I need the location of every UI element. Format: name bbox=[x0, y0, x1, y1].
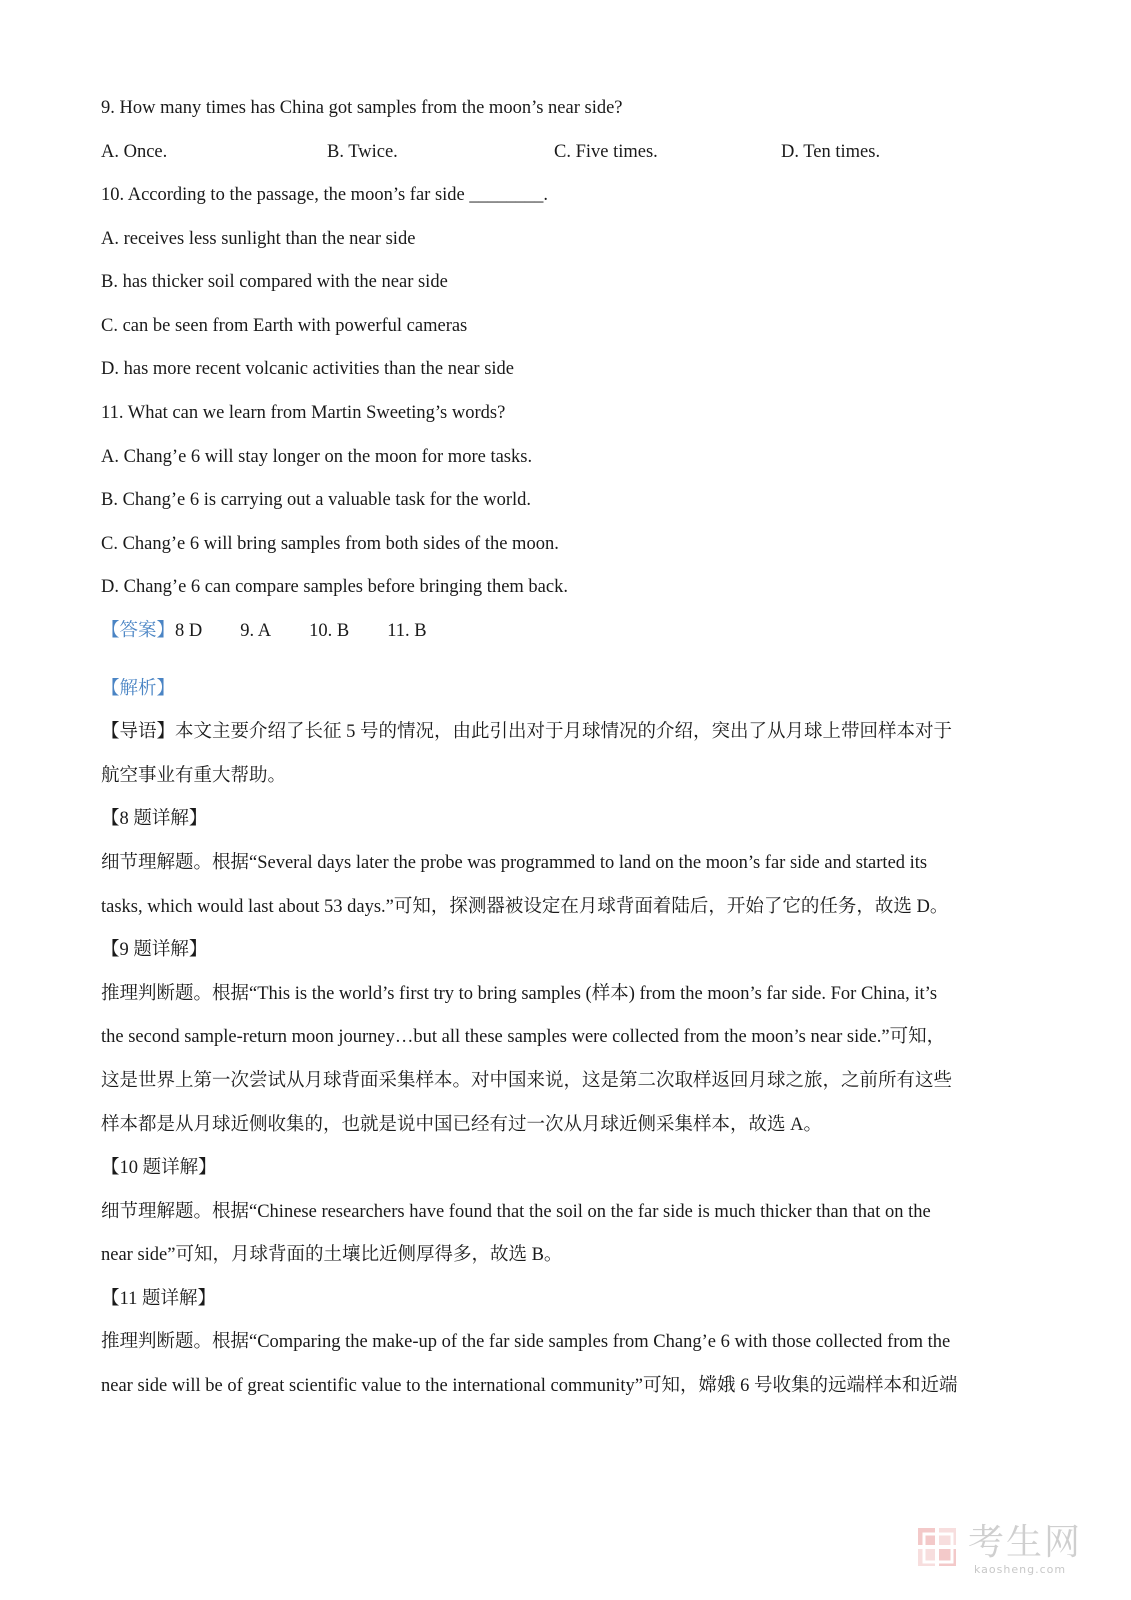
question-11-stem: 11. What can we learn from Martin Sweeting’s words? bbox=[101, 403, 506, 423]
question-10-stem: 10. According to the passage, the moon’s far side ________. bbox=[101, 185, 548, 205]
analysis-intro-line-2: 航空事业有重大帮助。 bbox=[101, 766, 287, 786]
question-10-option-a: A. receives less sunlight than the near side bbox=[101, 229, 416, 249]
answer-item-8: 8 D bbox=[175, 621, 203, 641]
q9-detail-heading: 【9 题详解】 bbox=[101, 940, 208, 960]
q11-detail-heading: 【11 题详解】 bbox=[101, 1289, 216, 1309]
answer-label: 【答案】 bbox=[101, 621, 176, 641]
q10-detail-line-1: 细节理解题。根据“Chinese researchers have found that the soil on the far side is much thicker than that on the bbox=[101, 1202, 931, 1222]
question-10-option-b: B. has thicker soil compared with the near side bbox=[101, 272, 448, 292]
q9-detail-line-3: 这是世界上第一次尝试从月球背面采集样本。对中国来说，这是第二次取样返回月球之旅，之前所有这些 bbox=[101, 1071, 953, 1091]
answer-item-10: 10. B bbox=[309, 621, 350, 641]
q9-detail-line-4: 样本都是从月球近侧收集的，也就是说中国已经有过一次从月球近侧采集样本，故选 A。 bbox=[101, 1115, 822, 1135]
q9-detail-line-1: 推理判断题。根据“This is the world’s first try to bring samples (样本) from the moon’s far side. For China, it’s bbox=[101, 984, 938, 1004]
watermark bbox=[916, 1522, 1091, 1580]
q10-detail-line-2: near side”可知，月球背面的土壤比近侧厚得多，故选 B。 bbox=[101, 1245, 563, 1265]
question-10-option-c: C. can be seen from Earth with powerful cameras bbox=[101, 316, 468, 336]
kaosheng-logo-icon bbox=[916, 1526, 960, 1570]
q10-detail-heading: 【10 题详解】 bbox=[101, 1158, 217, 1178]
watermark-text: 考生网 bbox=[968, 1522, 1083, 1563]
question-10-option-d: D. has more recent volcanic activities than the near side bbox=[101, 359, 514, 379]
question-11-option-d: D. Chang’e 6 can compare samples before bringing them back. bbox=[101, 577, 568, 597]
question-9-option-c: C. Five times. bbox=[554, 142, 658, 162]
question-9-option-a: A. Once. bbox=[101, 142, 168, 162]
question-9-option-d: D. Ten times. bbox=[781, 142, 881, 162]
q8-detail-line-2: tasks, which would last about 53 days.”可知，探测器被设定在月球背面着陆后，开始了它的任务，故选 D。 bbox=[101, 897, 949, 917]
q11-detail-line-1: 推理判断题。根据“Comparing the make-up of the far side samples from Chang’e 6 with those collected from the bbox=[101, 1332, 951, 1352]
answer-item-11: 11. B bbox=[387, 621, 427, 641]
analysis-label: 【解析】 bbox=[101, 679, 176, 699]
q8-detail-heading: 【8 题详解】 bbox=[101, 809, 208, 829]
q8-detail-line-1: 细节理解题。根据“Several days later the probe was programmed to land on the moon’s far side and started its bbox=[101, 853, 928, 873]
question-9-stem: 9. How many times has China got samples from the moon’s near side? bbox=[101, 98, 623, 118]
answer-item-9: 9. A bbox=[240, 621, 272, 641]
analysis-intro-line-1: 【导语】本文主要介绍了长征 5 号的情况，由此引出对于月球情况的介绍，突出了从月球上带回样本对于 bbox=[101, 722, 953, 742]
question-11-option-b: B. Chang’e 6 is carrying out a valuable task for the world. bbox=[101, 490, 532, 510]
question-9-option-b: B. Twice. bbox=[327, 142, 398, 162]
q9-detail-line-2: the second sample-return moon journey…but all these samples were collected from the moon’s near side.”可知， bbox=[101, 1027, 946, 1047]
watermark-url: kaosheng.com bbox=[974, 1563, 1067, 1576]
q11-detail-line-2: near side will be of great scientific value to the international community”可知，嫦娥 6 号收集的远端样本和近端 bbox=[101, 1376, 958, 1396]
question-11-option-c: C. Chang’e 6 will bring samples from both sides of the moon. bbox=[101, 534, 559, 554]
answer-line bbox=[101, 619, 465, 643]
question-11-option-a: A. Chang’e 6 will stay longer on the moon for more tasks. bbox=[101, 447, 533, 467]
